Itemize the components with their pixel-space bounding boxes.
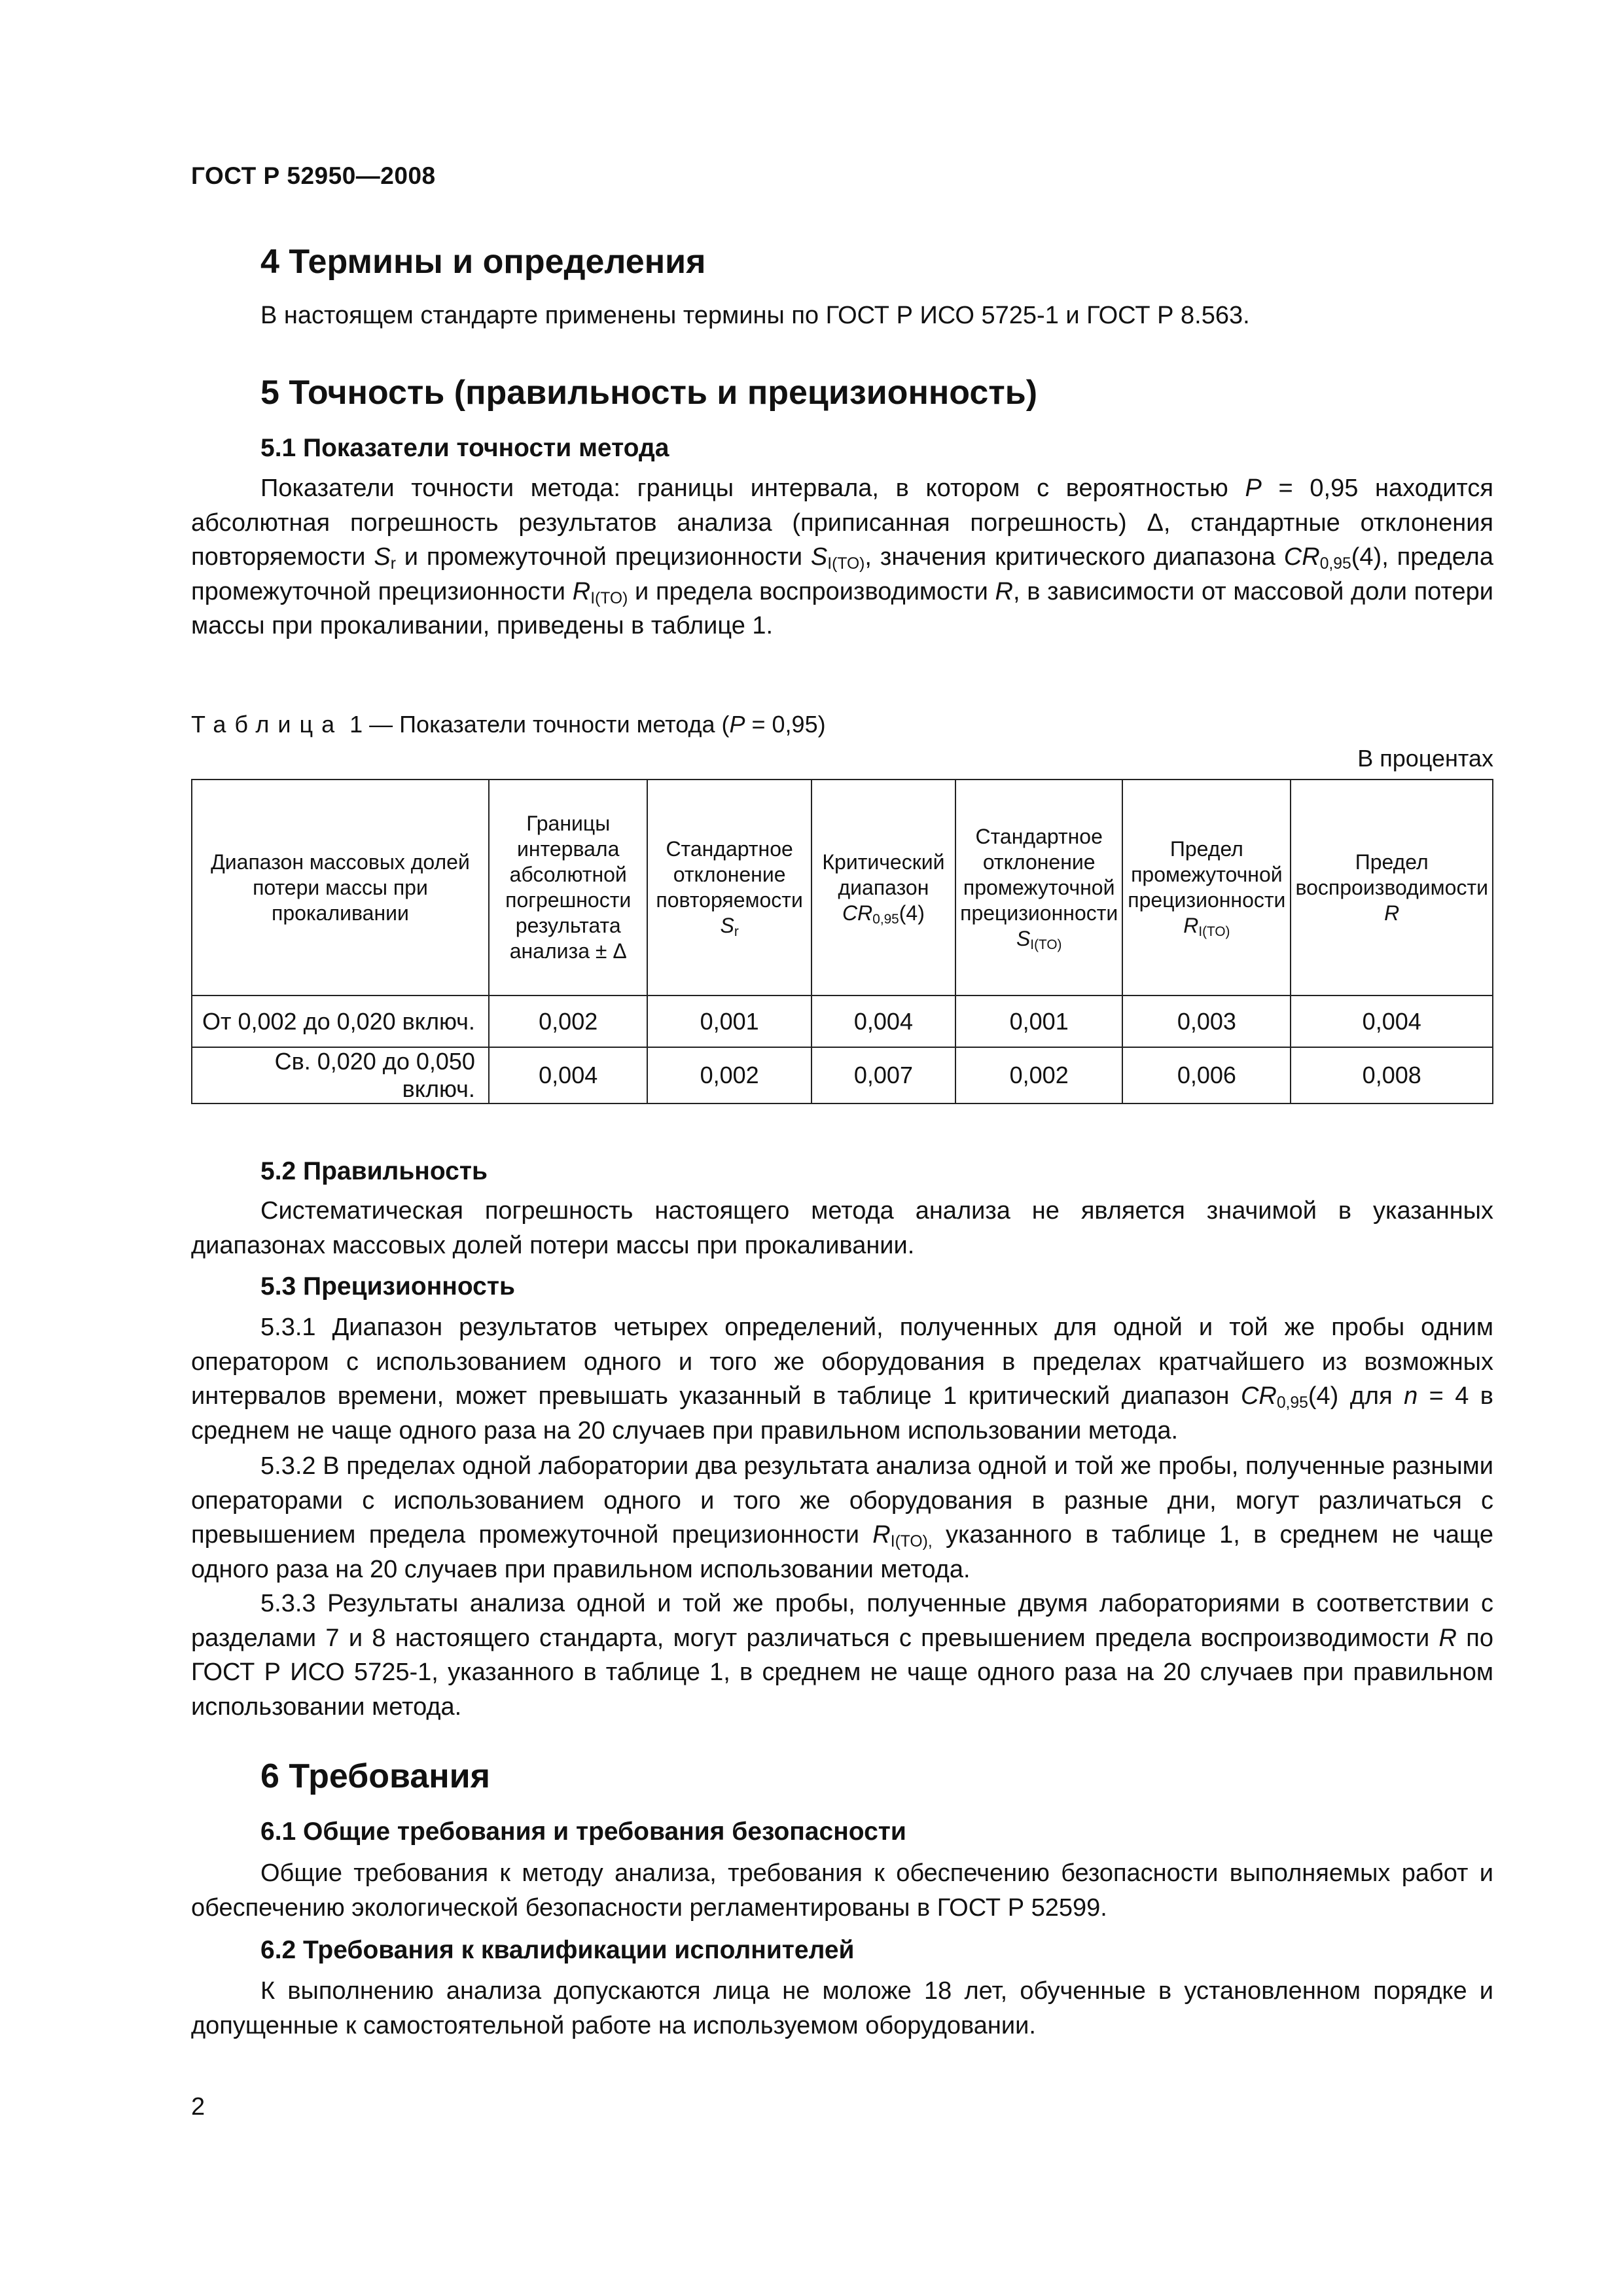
header-range: Диапазон массовых долей потери массы при прокаливании bbox=[192, 780, 489, 996]
section-5-1-text: Показатели точности метода: границы интервала, в котором с вероятностью P = 0,95 находится абсолютная погрешность результатов анализа (приписанная погрешность) Δ, стандартные отклонения повторяемости $S_r$ и промежуточной прецизионности $S_{I(TO)}$, значения критического диапазона $CR_{0,95}(4)$, предела промежуточной прецизионности $R_{I(TO)}$ и предела воспроизводимости R, в зависимости от массовой доли потери массы при прокаливании, приведены в таблице 1. bbox=[191, 475, 1493, 639]
table-cell: 0,004 bbox=[812, 996, 955, 1047]
table-cell: 0,004 bbox=[489, 1047, 648, 1103]
section-5-2-text: Систематическая погрешность настоящего метода анализа не является значимой в указанных диапазонах массовых долей потери массы при прокаливании. bbox=[191, 1197, 1493, 1259]
section-5-2-heading: 5.2 Правильность bbox=[260, 1157, 488, 1185]
section-6-1-text: Общие требования к методу анализа, требования к обеспечению безопасности выполняемых работ и обеспечению экологической безопасности регламентированы в ГОСТ Р 52599. bbox=[191, 1859, 1493, 1922]
precision-table bbox=[191, 779, 1493, 1104]
section-4-text: В настоящем стандарте применены термины по ГОСТ Р ИСО 5725-1 и ГОСТ Р 8.563. bbox=[260, 302, 1250, 329]
table-cell: 0,008 bbox=[1291, 1047, 1493, 1103]
table-cell: 0,004 bbox=[1291, 996, 1493, 1047]
header-reproducibility: Предел воспроизводимости R bbox=[1291, 780, 1493, 996]
section-5-3-2-text: 5.3.2 В пределах одной лаборатории два результата анализа одной и той же пробы, полученные разными операторами с использованием одного и того же оборудования в разные дни, могут различаться с превышением предела промежуточной прецизионности $R_{I(TO),}$ указанного в таблице 1, в среднем не чаще одного раза на 20 случаев при правильном использовании метода. bbox=[191, 1452, 1493, 1583]
table-cell: От 0,002 до 0,020 включ. bbox=[192, 996, 489, 1047]
table-cell: 0,007 bbox=[812, 1047, 955, 1103]
header-intermediate-limit: Предел промежуточной прецизионности $R_{I(TO)}$ bbox=[1122, 780, 1291, 996]
section-5-heading: 5 Точность (правильность и прецизионность) bbox=[260, 374, 1038, 412]
section-4-heading: 4 Термины и определения bbox=[260, 243, 706, 281]
table-cell: Св. 0,020 до 0,050 включ. bbox=[192, 1047, 489, 1103]
section-5-1-heading: 5.1 Показатели точности метода bbox=[260, 434, 669, 462]
section-5-3-3-text: 5.3.3 Результаты анализа одной и той же пробы, полученные двумя лабораториями в соответствии с разделами 7 и 8 настоящего стандарта, могут различаться с превышением предела воспроизводимости R по ГОСТ Р ИСО 5725-1, указанного в таблице 1, в среднем не чаще одного раза на 20 случаев при правильном использовании метода. bbox=[191, 1590, 1493, 1721]
table-header-row bbox=[192, 780, 1493, 996]
section-5-3-1-text: 5.3.1 Диапазон результатов четырех определений, полученных для одной и той же пробы одним оператором с использованием одного и того же оборудования в пределах кратчайшего из возможных интервалов времени, может превышать указанный в таблице 1 критический диапазон $CR_{0,95}(4)$ для n = 4 в среднем не чаще одного раза на 20 случаев при правильном использовании метода. bbox=[191, 1314, 1493, 1444]
section-6-2-heading: 6.2 Требования к квалификации исполнителей bbox=[260, 1936, 855, 1964]
table-cell: 0,003 bbox=[1122, 996, 1291, 1047]
header-abs-error: Границы интервала абсолютной погрешности результата анализа ± Δ bbox=[489, 780, 648, 996]
page-number: 2 bbox=[191, 2093, 205, 2121]
header-intermediate-sd: Стандартное отклонение промежуточной прецизионности $S_{I(TO)}$ bbox=[955, 780, 1122, 996]
standard-id-header: ГОСТ Р 52950—2008 bbox=[191, 162, 436, 189]
table-cell: 0,001 bbox=[955, 996, 1122, 1047]
table-cell: 0,006 bbox=[1122, 1047, 1291, 1103]
table-cell: 0,002 bbox=[955, 1047, 1122, 1103]
section-6-heading: 6 Требования bbox=[260, 1757, 490, 1795]
table-row bbox=[192, 996, 1493, 1047]
section-5-3-heading: 5.3 Прецизионность bbox=[260, 1272, 515, 1300]
table-1-unit: В процентах bbox=[1357, 745, 1493, 772]
table-cell: 0,002 bbox=[489, 996, 648, 1047]
table-cell: 0,002 bbox=[647, 1047, 811, 1103]
section-6-1-heading: 6.1 Общие требования и требования безопасности bbox=[260, 1818, 906, 1846]
section-6-2-text: К выполнению анализа допускаются лица не моложе 18 лет, обученные в установленном порядке и допущенные к самостоятельной работе на используемом оборудовании. bbox=[191, 1977, 1493, 2039]
header-critical-range: Критический диапазон $CR_{0,95}(4)$ bbox=[812, 780, 955, 996]
header-repeatability: Стандартное отклонение повторяемости $S_r$ bbox=[647, 780, 811, 996]
table-cell: 0,001 bbox=[647, 996, 811, 1047]
table-row bbox=[192, 1047, 1493, 1103]
table-1-caption: Таблица 1 — Показатели точности метода (P = 0,95) bbox=[191, 711, 826, 738]
